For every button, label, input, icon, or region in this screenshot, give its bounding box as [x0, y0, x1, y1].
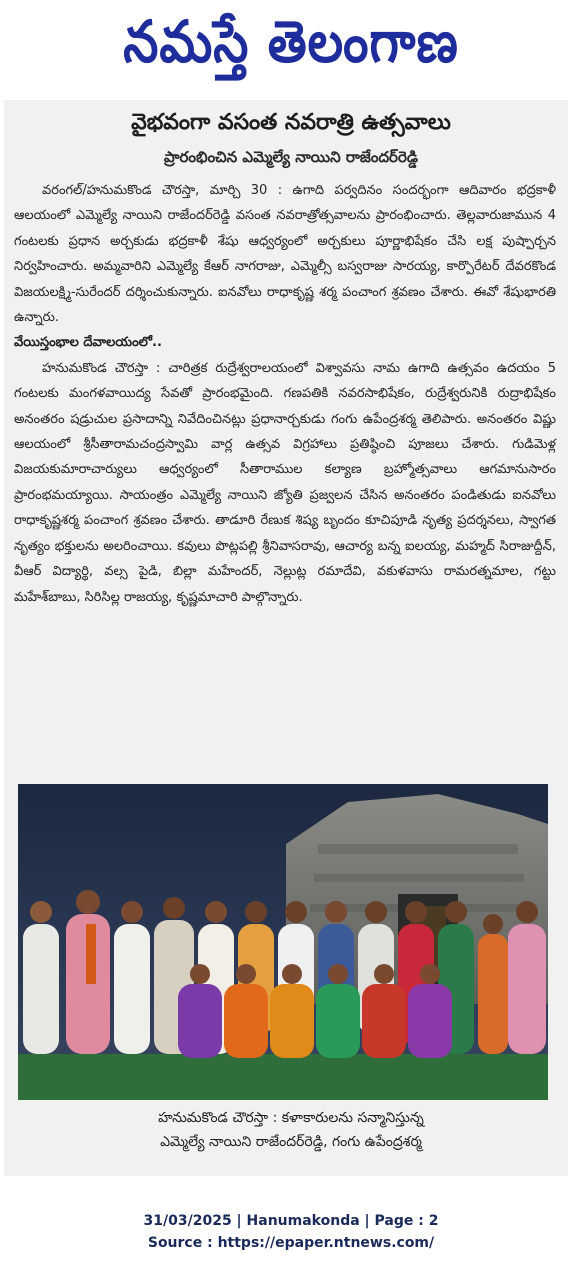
article-paragraph-1: వరంగల్/హనుమకొండ చౌరస్తా, మార్చి 30 : ఉగాది పర్వదినం సందర్భంగా ఆదివారం భద్రకాళీ ఆలయంలో ఎమ్మెల్యే నాయిని రాజేందర్‌రెడ్డి వసంత నవరాత్రోత్సవాలను ప్రారంభించారు. తెల్లవారుజామున 4 గంటలకు ప్రధాన అర్చకుడు భద్రకాళీ శేషు ఆధ్వర్యంలో అర్చకులు పూర్ణాభిషేకం చేసి లక్ష పుష్పార్చన నిర్వహించారు. అమ్మవారిని ఎమ్మెల్యే కేఆర్ నాగరాజు, ఎమ్మెల్సీ బస్వరాజు సారయ్య, కార్పొరేటర్ దేవరకొండ విజయలక్ష్మి-సురేందర్ దర్శించుకున్నారు. ఐనవోలు రాధాకృష్ణ శర్మ పంచాంగ శ్రవణం చేశారు. ఈవో శేషుభారతి ఉన్నారు.: [14, 183, 556, 326]
newspaper-logo-title: నమస్తే తెలంగాణ: [123, 7, 459, 76]
article-section-heading: వేయిస్తంభాల దేవాలయంలో..: [14, 335, 162, 351]
event-photo: [18, 784, 548, 1100]
photo-caption-line-1: హనుమకొండ చౌరస్తా : కళాకారులను సన్మానిస్తున్న: [158, 1110, 424, 1126]
masthead: [0, 0, 582, 98]
article-headline: వైభవంగా వసంత నవరాత్రి ఉత్సవాలు: [131, 110, 451, 135]
footer-date-line: 31/03/2025 | Hanumakonda | Page : 2: [143, 1213, 439, 1229]
article-subheadline: ప్రారంభించిన ఎమ్మెల్యే నాయిని రాజేందర్‌రెడ్డి: [164, 148, 418, 166]
footer: [0, 1210, 582, 1254]
photo-caption-line-2: ఎమ్మెల్యే నాయిని రాజేందర్‌రెడ్డి, గంగు ఉపేంద్రశర్మ: [160, 1134, 422, 1150]
article-body: [14, 178, 556, 610]
article-paragraph-2: హనుమకొండ చౌరస్తా : చారిత్రక రుద్రేశ్వరాలయంలో విశ్వావసు నామ ఉగాది ఉత్సవం ఉదయం 5 గంటలకు మంగళవాయిద్య సేవతో ప్రారంభమైంది. గణపతికి నవరసాభిషేకం, రుద్రేశ్వరునికి రుద్రాభిషేకం అనంతరం షడ్రుచుల ప్రసాదాన్ని నివేదించినట్లు ప్రధానార్చకుడు గంగు ఉపేంద్రశర్మ తెలిపారు. అనంతరం విష్ణు ఆలయంలో శ్రీసీతారామచంద్రస్వామి వార్ల ఉత్సవ విగ్రహాలు ప్రతిష్ఠించి పూజలు చేశారు. గుడిమెళ్ల విజయకుమారాచార్యులు ఆధ్వర్యంలో సీతారాముల కల్యాణ బ్రహ్మోత్సవాలు ఆగమానుసారం ప్రారంభమయ్యాయి. సాయంత్రం ఎమ్మెల్యే నాయిని జ్యోతి ప్రజ్వలన చేసిన అనంతరం పండితుడు ఐనవోలు రాధాకృష్ణశర్మ పంచాంగ శ్రవణం చేశారు. తాడూరి రేణుక శిష్య బృందం కూచిపూడి నృత్య ప్రదర్శనలు, స్వాగత నృత్యం భక్తులను అలరించాయి. కవులు పొట్లపల్లి శ్రీనివాసరావు, ఆచార్య బన్న ఐలయ్య, మహ్మద్ సిరాజుద్దీన్, వీఆర్ విద్యార్థి, వల్స పైడి, బిల్లా మహేందర్, నెల్లుట్ల రమాదేవి, వకుళవాసు రామరత్నమాల, గట్టు మహేశ్‌బాబు, సిరిసిల్ల రాజయ్య, కృష్ణమాచారి పాల్గొన్నారు.: [14, 360, 556, 605]
footer-source-line: Source : https://epaper.ntnews.com/: [147, 1235, 435, 1251]
photo-caption: [0, 1106, 582, 1154]
